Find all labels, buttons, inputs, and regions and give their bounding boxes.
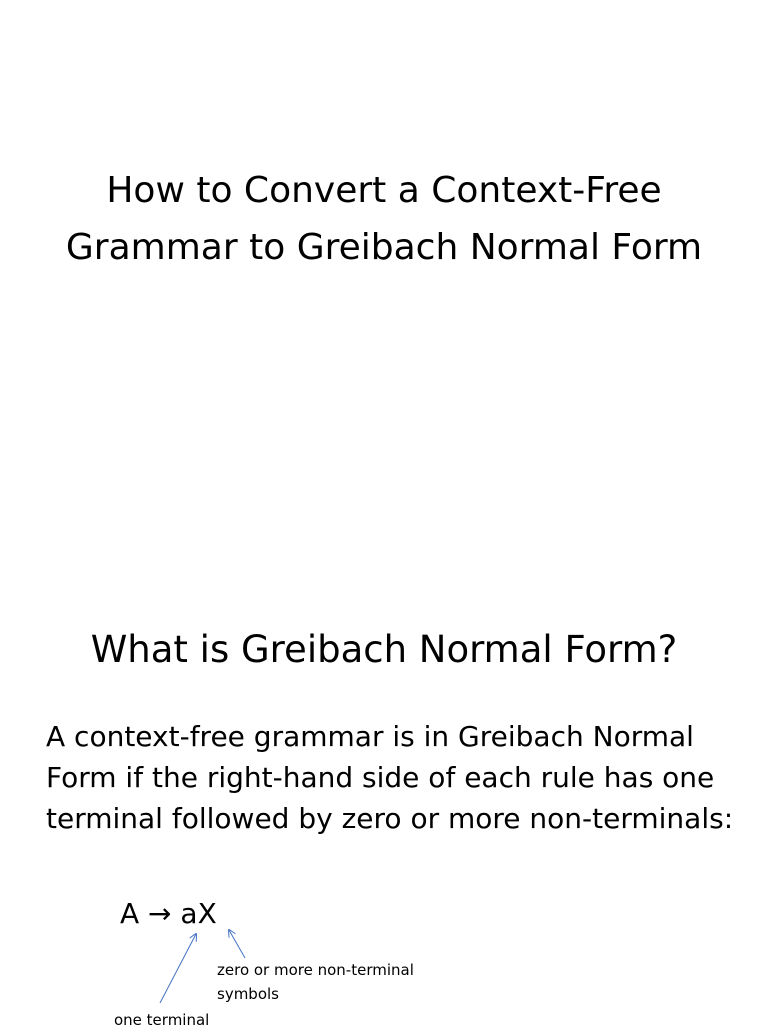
arrow-to-nonterminal: [229, 930, 245, 958]
section-heading: What is Greibach Normal Form?: [90, 628, 678, 671]
arrow-to-terminal: [160, 934, 196, 1003]
slide-title: How to Convert a Context-Free Grammar to Greibach Normal Form: [65, 170, 703, 268]
annotation-terminal: one terminal: [114, 1011, 210, 1029]
definition-text: A context-free grammar is in Greibach Normal Form if the right-hand side of each rule has one terminal followed by zero or more non-terminals:: [46, 720, 734, 835]
annotation-nonterminals: zero or more non-terminal symbols: [217, 961, 414, 1003]
production-rule: A → aX: [120, 897, 217, 930]
